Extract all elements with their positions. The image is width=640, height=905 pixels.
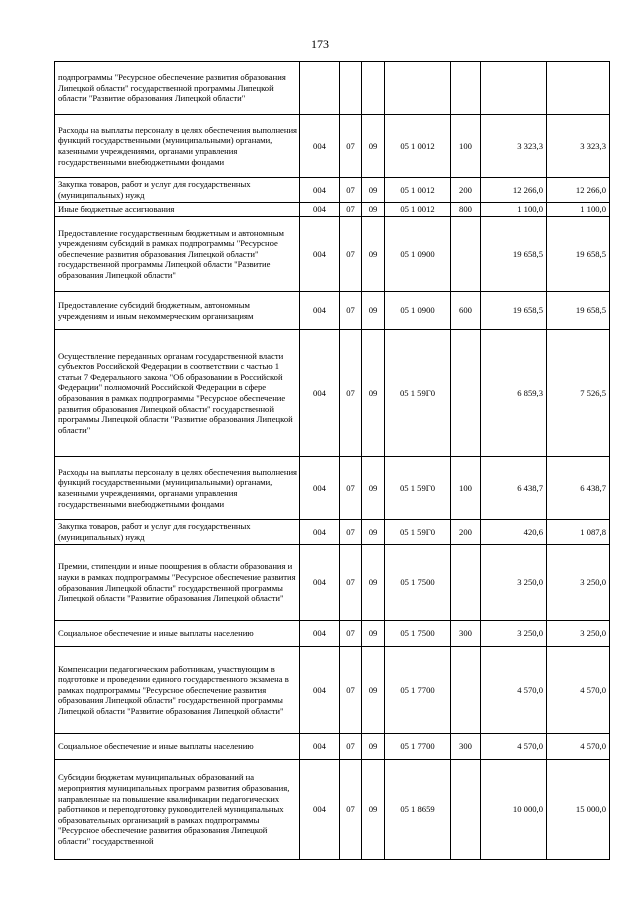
expense-type-cell <box>451 217 481 292</box>
section-code-cell <box>340 62 362 115</box>
subsection-code-cell: 09 <box>362 545 385 621</box>
expense-type-cell: 100 <box>451 115 481 178</box>
expense-name-cell: Закупка товаров, работ и услуг для государственных (муниципальных) нужд <box>55 520 300 545</box>
target-article-cell: 05 1 0012 <box>385 115 451 178</box>
amount-year-2-cell: 1 087,8 <box>547 520 610 545</box>
subsection-code-cell <box>362 62 385 115</box>
expense-type-cell: 200 <box>451 178 481 203</box>
expense-type-cell <box>451 330 481 457</box>
amount-year-1-cell: 6 438,7 <box>481 457 547 520</box>
ministry-code-cell: 004 <box>300 115 340 178</box>
ministry-code-cell: 004 <box>300 545 340 621</box>
target-article-cell: 05 1 59Г0 <box>385 330 451 457</box>
amount-year-2-cell: 3 250,0 <box>547 621 610 647</box>
expense-name-cell: Осуществление переданных органам государственной власти субъектов Российской Федерации в соответствии с частью 1 статьи 7 Федерального закона "Об образовании в Российской Федерации" полномочий Российской Федерации в сфере образования в рамках подпрограммы "Ресурсное обеспечение развития образования Липецкой области" государственной программы Липецкой области "Развитие образования Липецкой области" <box>55 330 300 457</box>
amount-year-2-cell: 3 323,3 <box>547 115 610 178</box>
section-code-cell: 07 <box>340 545 362 621</box>
section-code-cell: 07 <box>340 647 362 734</box>
expense-type-cell: 200 <box>451 520 481 545</box>
amount-year-2-cell: 12 266,0 <box>547 178 610 203</box>
ministry-code-cell: 004 <box>300 457 340 520</box>
target-article-cell: 05 1 0900 <box>385 217 451 292</box>
table-row <box>55 734 610 760</box>
amount-year-2-cell: 4 570,0 <box>547 647 610 734</box>
expense-type-cell: 300 <box>451 734 481 760</box>
expense-type-cell: 300 <box>451 621 481 647</box>
table-row <box>55 457 610 520</box>
subsection-code-cell: 09 <box>362 330 385 457</box>
table-row <box>55 115 610 178</box>
amount-year-2-cell: 1 100,0 <box>547 203 610 217</box>
subsection-code-cell: 09 <box>362 292 385 330</box>
table-row <box>55 330 610 457</box>
amount-year-2-cell: 19 658,5 <box>547 292 610 330</box>
section-code-cell: 07 <box>340 734 362 760</box>
amount-year-1-cell: 10 000,0 <box>481 760 547 860</box>
amount-year-1-cell: 12 266,0 <box>481 178 547 203</box>
target-article-cell: 05 1 59Г0 <box>385 457 451 520</box>
ministry-code-cell: 004 <box>300 621 340 647</box>
expense-type-cell <box>451 545 481 621</box>
amount-year-1-cell: 4 570,0 <box>481 734 547 760</box>
subsection-code-cell: 09 <box>362 115 385 178</box>
table-row <box>55 545 610 621</box>
budget-table <box>54 61 610 860</box>
subsection-code-cell: 09 <box>362 621 385 647</box>
amount-year-1-cell: 420,6 <box>481 520 547 545</box>
subsection-code-cell: 09 <box>362 457 385 520</box>
subsection-code-cell: 09 <box>362 647 385 734</box>
target-article-cell: 05 1 7700 <box>385 734 451 760</box>
table-row <box>55 292 610 330</box>
table-row <box>55 203 610 217</box>
table-row <box>55 621 610 647</box>
expense-name-cell: Премии, стипендии и иные поощрения в области образования и науки в рамках подпрограммы "Ресурсное обеспечение развития образования Липецкой области" государственной программы Липецкой области "Развитие образования Липецкой области" <box>55 545 300 621</box>
table-row <box>55 520 610 545</box>
amount-year-1-cell: 4 570,0 <box>481 647 547 734</box>
expense-type-cell <box>451 62 481 115</box>
expense-name-cell: Субсидии бюджетам муниципальных образований на мероприятия муниципальных программ развития образования, направленные на повышение квалификации педагогических работников и переподготовку руководителей муниципальных образовательных организаций в рамках подпрограммы "Ресурсное обеспечение развития образования Липецкой области" государственной <box>55 760 300 860</box>
amount-year-1-cell: 19 658,5 <box>481 292 547 330</box>
section-code-cell: 07 <box>340 520 362 545</box>
table-row <box>55 178 610 203</box>
amount-year-1-cell: 19 658,5 <box>481 217 547 292</box>
amount-year-1-cell: 3 250,0 <box>481 545 547 621</box>
amount-year-2-cell: 6 438,7 <box>547 457 610 520</box>
subsection-code-cell: 09 <box>362 203 385 217</box>
target-article-cell: 05 1 0900 <box>385 292 451 330</box>
amount-year-2-cell: 7 526,5 <box>547 330 610 457</box>
section-code-cell: 07 <box>340 203 362 217</box>
amount-year-2-cell: 19 658,5 <box>547 217 610 292</box>
ministry-code-cell: 004 <box>300 203 340 217</box>
amount-year-1-cell: 6 859,3 <box>481 330 547 457</box>
ministry-code-cell: 004 <box>300 330 340 457</box>
amount-year-2-cell: 15 000,0 <box>547 760 610 860</box>
ministry-code-cell: 004 <box>300 217 340 292</box>
expense-type-cell: 600 <box>451 292 481 330</box>
subsection-code-cell: 09 <box>362 734 385 760</box>
amount-year-2-cell: 3 250,0 <box>547 545 610 621</box>
ministry-code-cell: 004 <box>300 734 340 760</box>
expense-type-cell: 800 <box>451 203 481 217</box>
target-article-cell: 05 1 7500 <box>385 545 451 621</box>
expense-name-cell: Социальное обеспечение и иные выплаты населению <box>55 621 300 647</box>
amount-year-2-cell <box>547 62 610 115</box>
expense-name-cell: Компенсации педагогическим работникам, участвующим в подготовке и проведении единого государственного экзамена в рамках подпрограммы "Ресурсное обеспечение развития образования Липецкой области" государственной программы Липецкой области "Развитие образования Липецкой области" <box>55 647 300 734</box>
section-code-cell: 07 <box>340 178 362 203</box>
section-code-cell: 07 <box>340 217 362 292</box>
subsection-code-cell: 09 <box>362 217 385 292</box>
table-row <box>55 62 610 115</box>
expense-name-cell: Предоставление субсидий бюджетным, автономным учреждениям и иным некоммерческим организациям <box>55 292 300 330</box>
table-row <box>55 760 610 860</box>
subsection-code-cell: 09 <box>362 760 385 860</box>
subsection-code-cell: 09 <box>362 178 385 203</box>
ministry-code-cell: 004 <box>300 178 340 203</box>
section-code-cell: 07 <box>340 115 362 178</box>
target-article-cell: 05 1 0012 <box>385 203 451 217</box>
expense-name-cell: подпрограммы "Ресурсное обеспечение развития образования Липецкой области" государственной программы Липецкой области "Развитие образования Липецкой области" <box>55 62 300 115</box>
table-row <box>55 217 610 292</box>
amount-year-1-cell: 3 250,0 <box>481 621 547 647</box>
expense-type-cell <box>451 760 481 860</box>
target-article-cell: 05 1 7500 <box>385 621 451 647</box>
target-article-cell: 05 1 0012 <box>385 178 451 203</box>
expense-name-cell: Иные бюджетные ассигнования <box>55 203 300 217</box>
page-number: 173 <box>311 37 329 51</box>
budget-table-body <box>55 62 610 860</box>
expense-type-cell: 100 <box>451 457 481 520</box>
ministry-code-cell: 004 <box>300 760 340 860</box>
section-code-cell: 07 <box>340 292 362 330</box>
expense-name-cell: Закупка товаров, работ и услуг для государственных (муниципальных) нужд <box>55 178 300 203</box>
ministry-code-cell: 004 <box>300 647 340 734</box>
target-article-cell <box>385 62 451 115</box>
target-article-cell: 05 1 7700 <box>385 647 451 734</box>
target-article-cell: 05 1 8659 <box>385 760 451 860</box>
section-code-cell: 07 <box>340 457 362 520</box>
target-article-cell: 05 1 59Г0 <box>385 520 451 545</box>
section-code-cell: 07 <box>340 330 362 457</box>
expense-name-cell: Расходы на выплаты персоналу в целях обеспечения выполнения функций государственными (муниципальными) органами, казенными учреждениями, органами управления государственными внебюджетными фондами <box>55 115 300 178</box>
expense-name-cell: Социальное обеспечение и иные выплаты населению <box>55 734 300 760</box>
amount-year-1-cell <box>481 62 547 115</box>
section-code-cell: 07 <box>340 760 362 860</box>
amount-year-2-cell: 4 570,0 <box>547 734 610 760</box>
subsection-code-cell: 09 <box>362 520 385 545</box>
amount-year-1-cell: 3 323,3 <box>481 115 547 178</box>
ministry-code-cell: 004 <box>300 292 340 330</box>
table-row <box>55 647 610 734</box>
section-code-cell: 07 <box>340 621 362 647</box>
expense-type-cell <box>451 647 481 734</box>
expense-name-cell: Предоставление государственным бюджетным и автономным учреждениям субсидий в рамках подпрограммы "Ресурсное обеспечение развития образования Липецкой области" государственной программы Липецкой области "Развитие образования Липецкой области" <box>55 217 300 292</box>
amount-year-1-cell: 1 100,0 <box>481 203 547 217</box>
ministry-code-cell: 004 <box>300 520 340 545</box>
ministry-code-cell <box>300 62 340 115</box>
expense-name-cell: Расходы на выплаты персоналу в целях обеспечения выполнения функций государственными (муниципальными) органами, казенными учреждениями, органами управления государственными внебюджетными фондами <box>55 457 300 520</box>
